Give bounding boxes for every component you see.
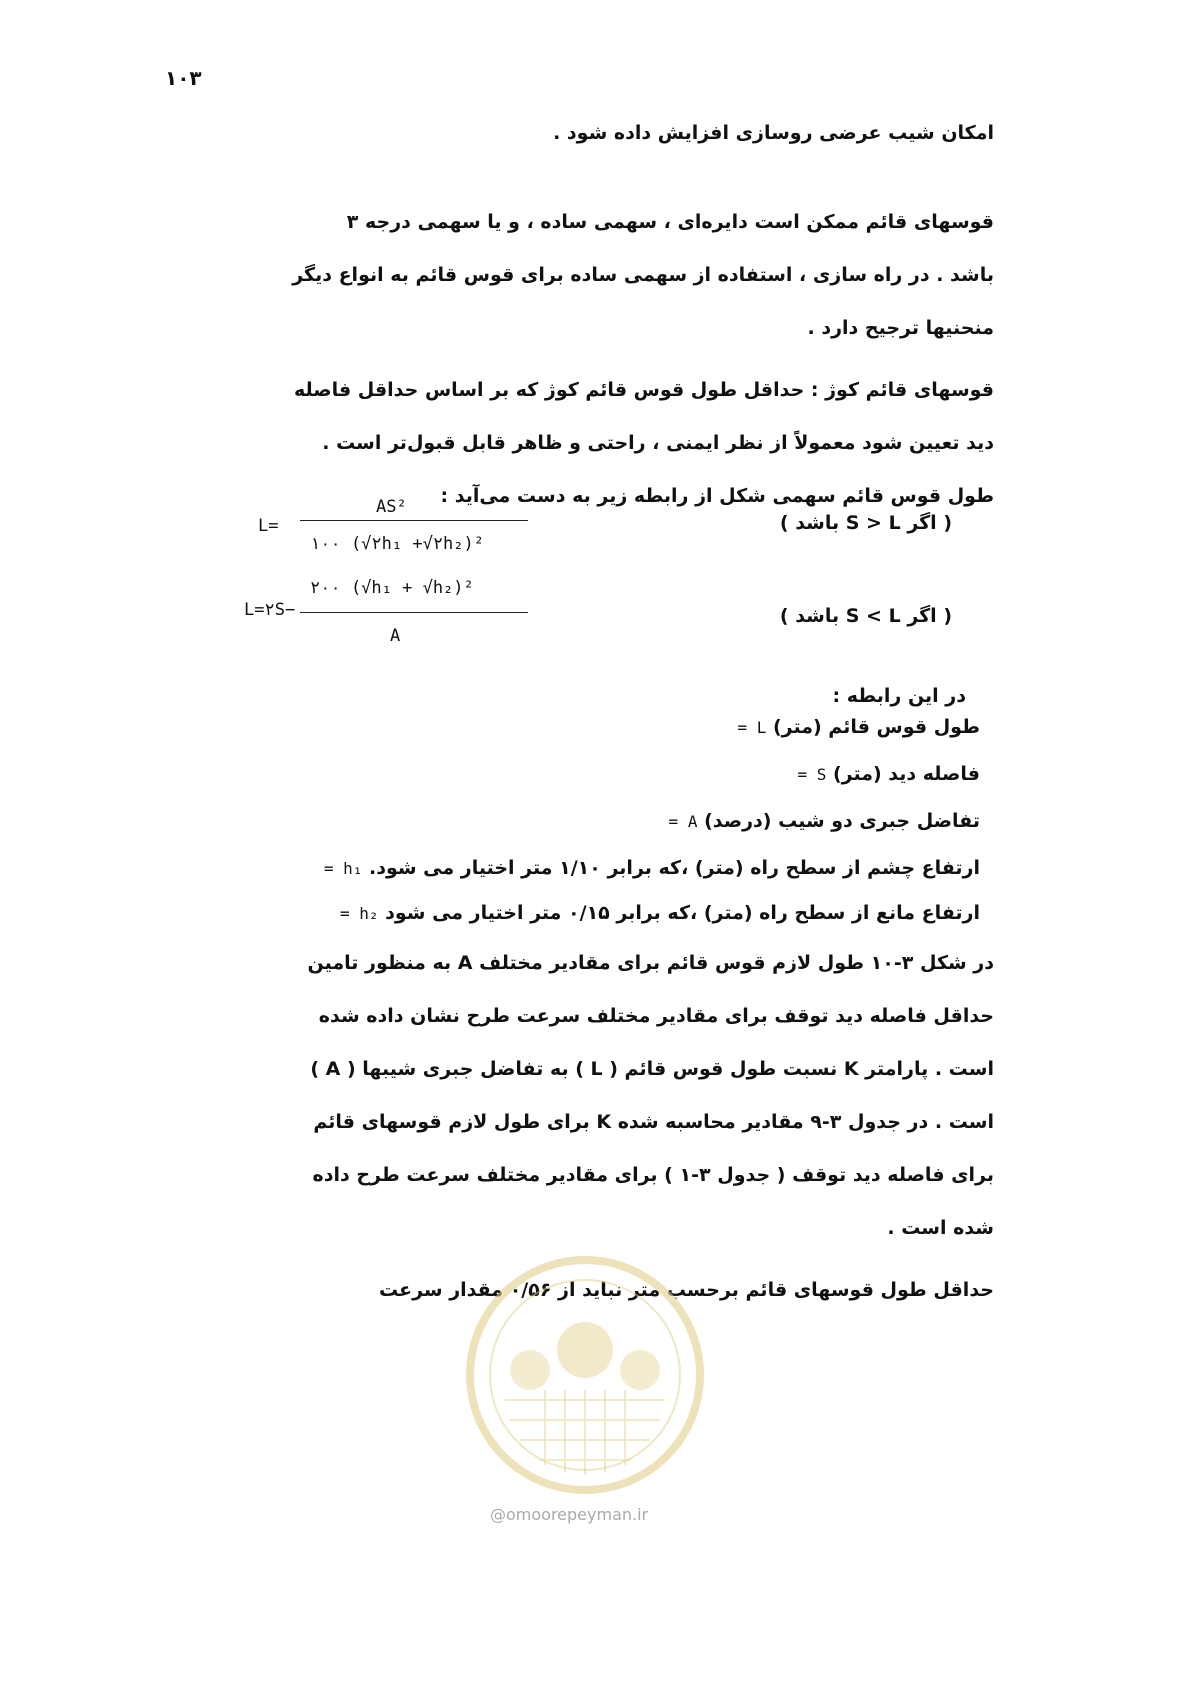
text-line: طول قوس قائم سهمی شکل از رابطه زیر به دست می‌آید : [440,485,994,507]
text-line: است . پارامتر K نسبت طول قوس قائم ( L ) به تفاضل جبری شیبها ( A ) [310,1058,994,1080]
text-line: حداقل فاصله دید توقف برای مقادیر مختلف سرعت طرح نشان داده شده [318,1005,994,1027]
text-line: دید تعیین شود معمولاً از نظر ایمنی ، راحتی و ظاهر قابل قبول‌تر است . [322,432,994,454]
formula-2-denominator: A [390,626,401,646]
formula-2-numerator: ۲۰۰ (√h₁ + √h₂)² [310,578,474,598]
text-line: حداقل طول قوسهای قائم برحسب متر نباید از ۰/۵۶ مقدار سرعت [379,1279,994,1301]
fraction-bar [300,612,528,613]
definition-item [791,763,980,785]
formula-1-condition: ( اگر S > L باشد ) [779,512,952,534]
definition-item [731,716,980,738]
definition-text: طول قوس قائم (متر) [772,716,980,738]
text-line: برای فاصله دید توقف ( جدول ۳-۱ ) برای مقادیر مختلف سرعت طرح داده [312,1164,994,1186]
definition-text: ارتفاع مانع از سطح راه (متر) ،که برابر ۰/۱۵ متر اختیار می شود [385,902,980,924]
fraction-bar [300,520,528,521]
definition-text: ارتفاع چشم از سطح راه (متر) ،که برابر ۱/۱۰ متر اختیار می شود. [368,857,980,879]
paragraph-2 [196,364,994,523]
definition-item [663,810,980,832]
definition-symbol: A = [668,812,698,831]
text-line: است . در جدول ۳-۹ مقادیر محاسبه شده K برای طول لازم قوسهای قائم [313,1111,994,1133]
definition-item [334,902,980,924]
text-line: منحنیها ترجیح دارد . [807,317,994,339]
formula-1-lhs: L= [258,516,279,536]
watermark-text: @omoorepeyman.ir [490,1505,649,1524]
watermark-logo [450,1250,720,1510]
page-number: ۱۰۳ [165,66,202,90]
paragraph-1 [196,196,994,355]
definition-symbol: h₂ = [339,904,379,923]
definition-symbol: L = [737,718,767,737]
formula-2-lhs: L=۲S− [244,600,296,620]
formula-1-numerator: AS² [376,497,407,517]
definition-symbol: S = [797,765,827,784]
paragraph-4 [196,937,994,1255]
formula-1-denominator: ۱۰۰ (√۲h₁ +√۲h₂)² [310,534,484,554]
definition-item [318,857,980,879]
paragraph-0 [553,107,994,160]
text-line: قوسهای قائم کوژ : حداقل طول قوس قائم کوژ که بر اساس حداقل فاصله [293,379,994,401]
text-line: شده است . [887,1217,994,1239]
text-line: در این رابطه : [832,685,966,707]
text-line: امکان شیب عرضی روسازی افزایش داده شود . [553,122,994,144]
definition-text: تفاضل جبری دو شیب (درصد) [704,810,980,832]
formula-2-condition: ( اگر S < L باشد ) [779,605,952,627]
text-line: قوسهای قائم ممکن است دایره‌ای ، سهمی ساده ، و یا سهمی درجه ۳ [346,211,994,233]
definition-text: فاصله دید (متر) [832,763,980,785]
definition-symbol: h₁ = [323,859,363,878]
text-line: در شکل ۳-۱۰ طول لازم قوس قائم برای مقادیر مختلف A به منظور تامین [307,952,994,974]
text-line: باشد . در راه سازی ، استفاده از سهمی ساده برای قوس قائم به انواع دیگر [292,264,994,286]
